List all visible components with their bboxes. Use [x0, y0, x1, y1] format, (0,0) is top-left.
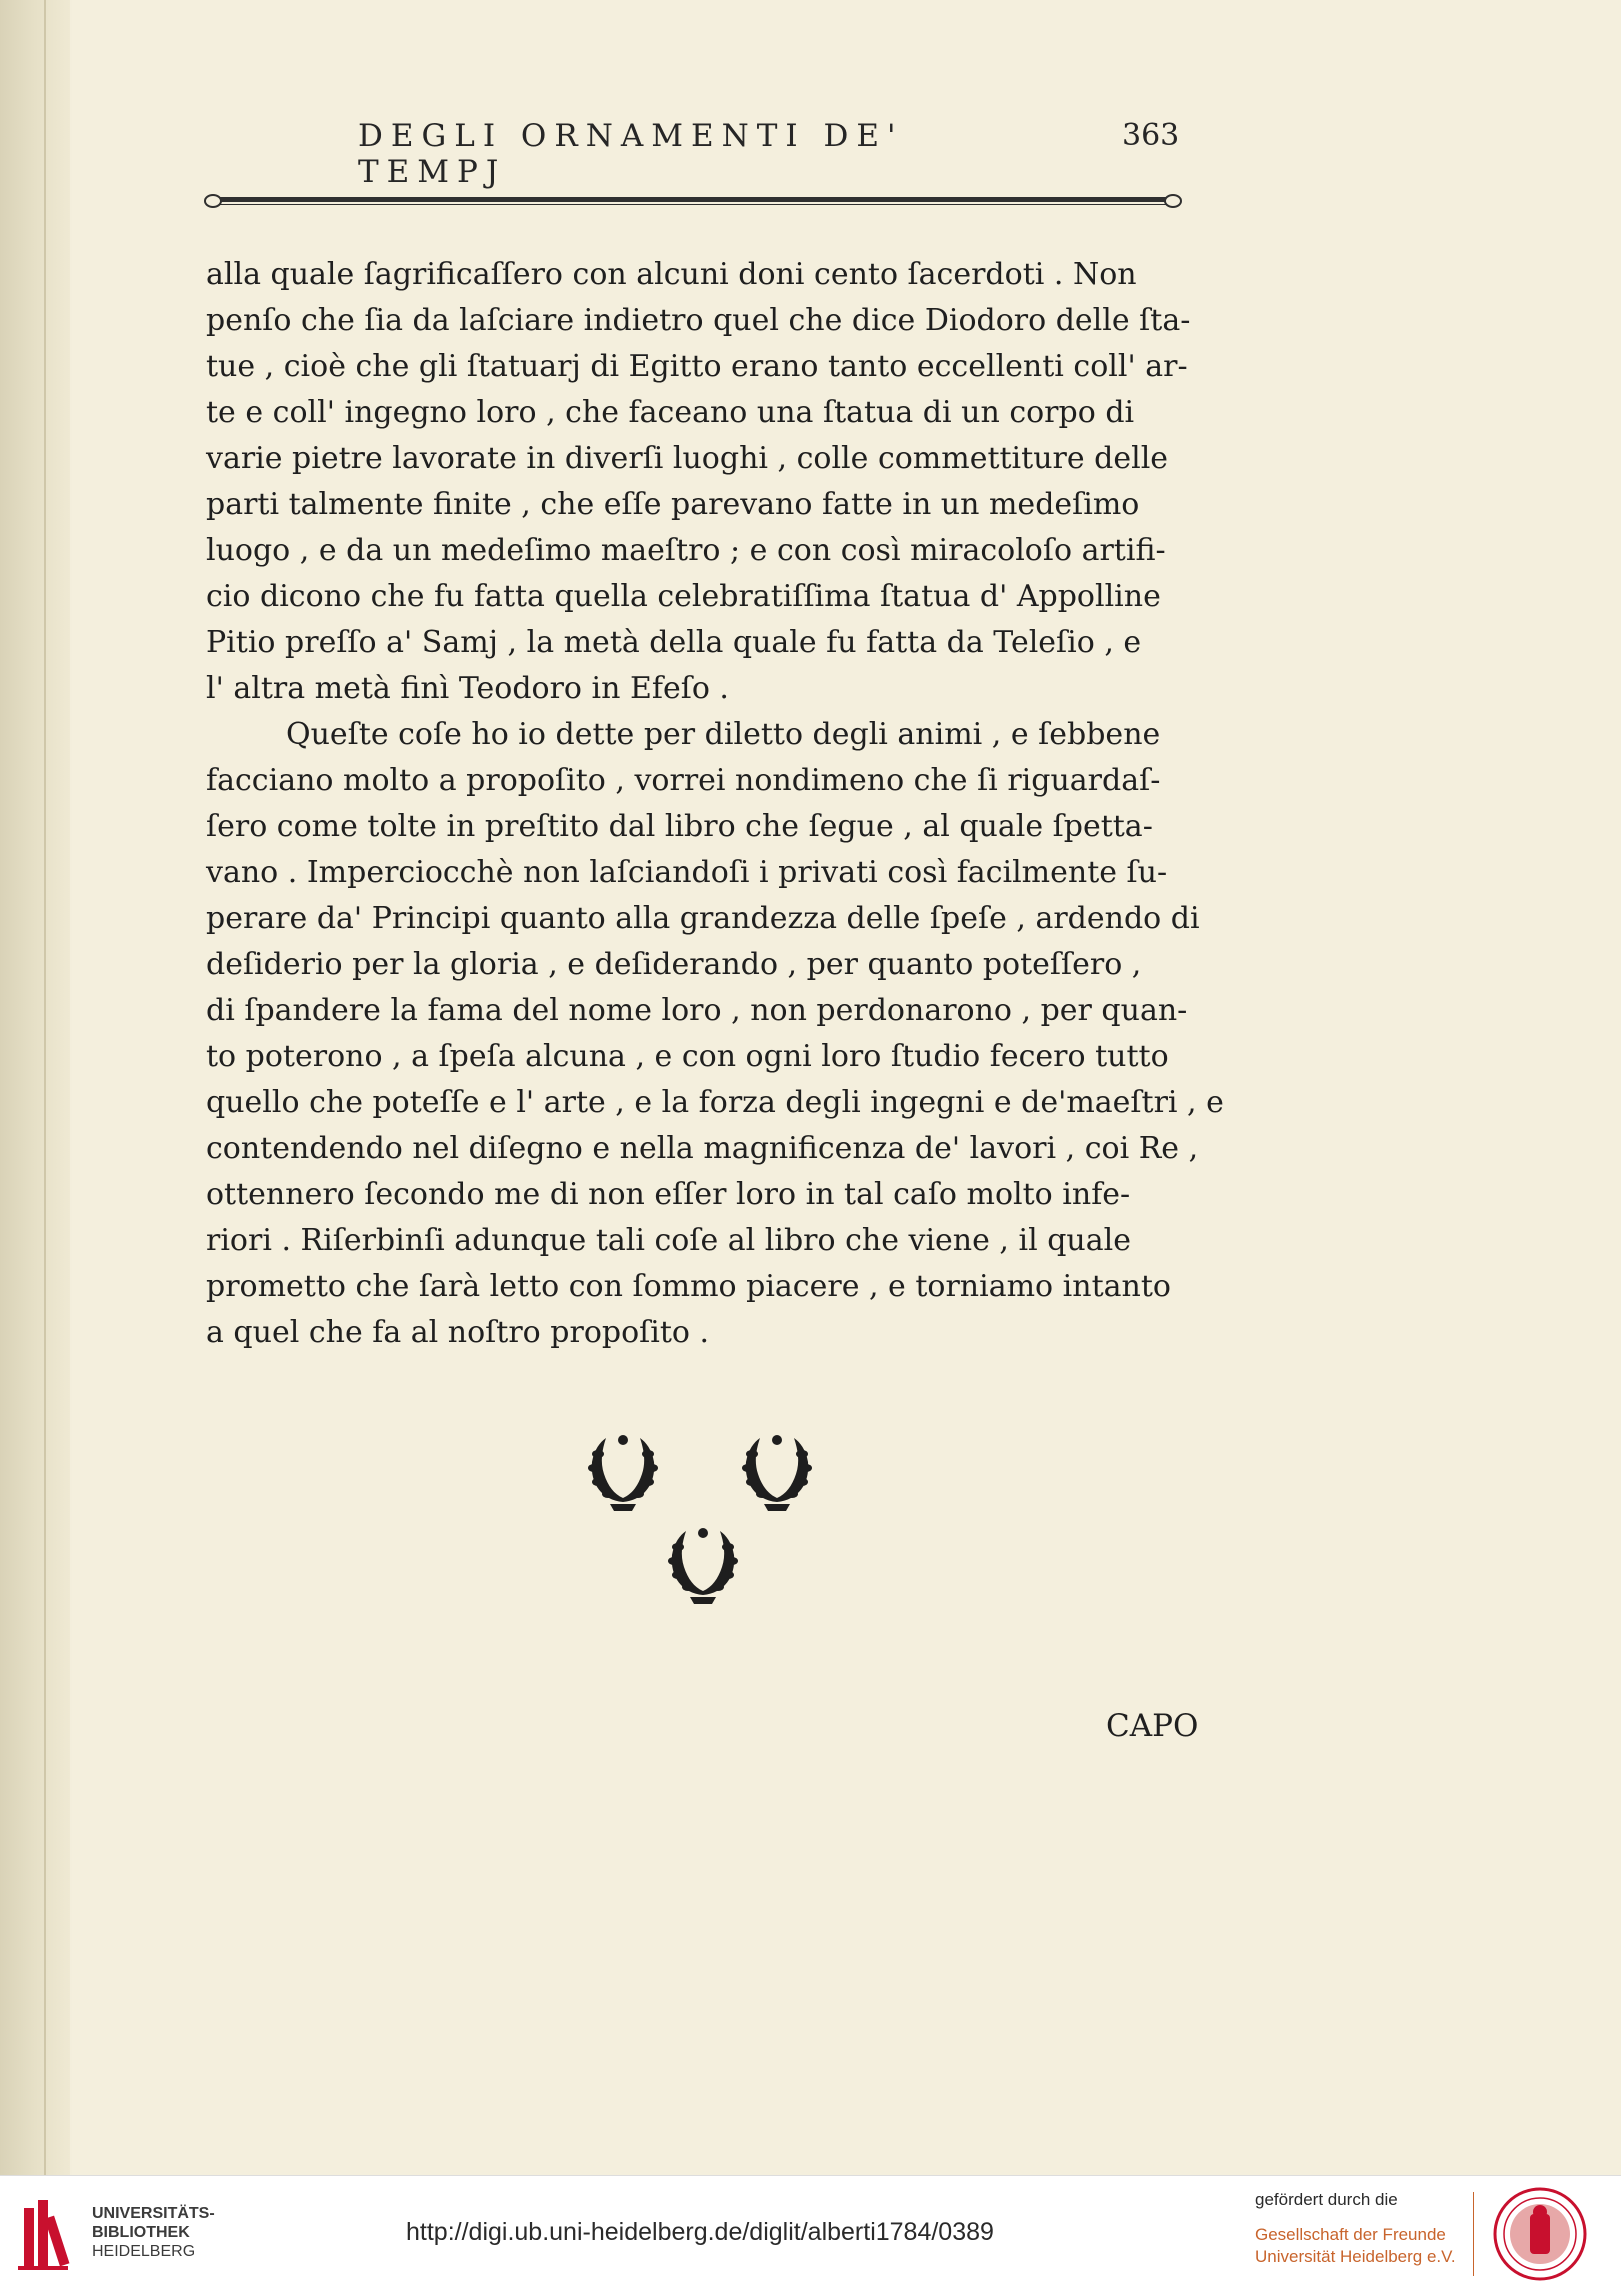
- text-line: l' altra metà finì Teodoro in Efeſo .: [206, 671, 729, 706]
- text-line: ottennero ſecondo me di non eſſer loro in tal caſo molto infe-: [206, 1177, 1131, 1212]
- running-title: DEGLI ORNAMENTI DE' TEMPJ: [358, 118, 904, 190]
- rule-bar: [220, 197, 1166, 202]
- text-line: prometto che ſarà letto con ſommo piacere , e torniamo intanto: [206, 1269, 1171, 1304]
- text-line: perare da' Principi quanto alla grandezza delle ſpeſe , ardendo di: [206, 901, 1200, 936]
- laurel-wreath-icon: [584, 1432, 662, 1512]
- page-number: 363: [1122, 118, 1180, 153]
- text-line: facciano molto a propoſito , vorrei nondimeno che ſi riguardaſ-: [206, 763, 1161, 798]
- text-line: to poterono , a ſpeſa alcuna , e con ogni loro ſtudio fecero tutto: [206, 1039, 1169, 1074]
- rule-hairline: [220, 204, 1166, 205]
- text-line: cio dicono che fu fatta quella celebratiſſima ſtatua d' Appolline: [206, 579, 1161, 614]
- text-line: Pitio preſſo a' Samj , la metà della quale fu fatta da Teleſio , e: [206, 625, 1142, 660]
- university-library-logo-icon: [18, 2194, 78, 2274]
- text-line: contendendo nel diſegno e nella magnificenza de' lavori , coi Re ,: [206, 1131, 1199, 1166]
- viewer-footer: [0, 2175, 1621, 2292]
- text-line: luogo , e da un medeſimo maeſtro ; e con così miracoloſo artifi-: [206, 533, 1166, 568]
- text-line: te e coll' ingegno loro , che faceano una ſtatua di un corpo di: [206, 395, 1135, 430]
- library-name: UNIVERSITÄTS- BIBLIOTHEK HEIDELBERG: [92, 2205, 215, 2260]
- text-line: a quel che fa al noſtro propoſito .: [206, 1315, 710, 1350]
- text-line: vano . Imperciocchè non laſciandoſi i privati così facilmente ſu-: [206, 855, 1168, 890]
- laurel-wreath-icon: [664, 1525, 742, 1605]
- laurel-wreath-icon: [738, 1432, 816, 1512]
- text-line: alla quale ſagrificaſſero con alcuni doni cento ſacerdoti . Non: [206, 257, 1137, 292]
- text-line: quello che poteſſe e l' arte , e la forza degli ingegni e de'maeſtri , e: [206, 1085, 1224, 1120]
- body-text: [206, 252, 1224, 1356]
- text-line: Queſte coſe ho io dette per diletto degli animi , e ſebbene: [286, 717, 1161, 752]
- text-line: di ſpandere la fama del nome loro , non perdonarono , per quan-: [206, 993, 1188, 1028]
- text-line: penſo che ſia da laſciare indietro quel che dice Diodoro delle ſta-: [206, 303, 1191, 338]
- ornament-row-top: [584, 1432, 816, 1512]
- sponsor-label: gefördert durch die: [1255, 2190, 1398, 2209]
- text-line: parti talmente finite , che eſſe parevano fatte in un medeſimo: [206, 487, 1140, 522]
- footer-divider: [1473, 2192, 1474, 2276]
- rule-end-right: [1164, 194, 1182, 208]
- ornament-row-bottom: [664, 1525, 742, 1605]
- permalink-url[interactable]: http://digi.ub.uni-heidelberg.de/diglit/alberti1784/0389: [406, 2218, 994, 2246]
- header-rule: [204, 193, 1182, 207]
- text-line: riori . Riſerbinſi adunque tali coſe al libro che viene , il quale: [206, 1223, 1131, 1258]
- book-gutter: [0, 0, 70, 2175]
- text-line: varie pietre lavorate in diverſi luoghi , colle commettiture delle: [206, 441, 1169, 476]
- catchword: CAPO: [1106, 1708, 1199, 1744]
- sponsor-name: Gesellschaft der Freunde Universität Heidelberg e.V.: [1255, 2225, 1456, 2266]
- text-line: ſero come tolte in preſtito dal libro che ſegue , al quale ſpetta-: [206, 809, 1153, 844]
- text-line: tue , cioè che gli ſtatuarj di Egitto erano tanto eccellenti coll' ar-: [206, 349, 1188, 384]
- binding-edge: [44, 0, 46, 2175]
- text-line: deſiderio per la gloria , e deſiderando , per quanto poteſſero ,: [206, 947, 1142, 982]
- university-seal-icon: [1492, 2186, 1588, 2282]
